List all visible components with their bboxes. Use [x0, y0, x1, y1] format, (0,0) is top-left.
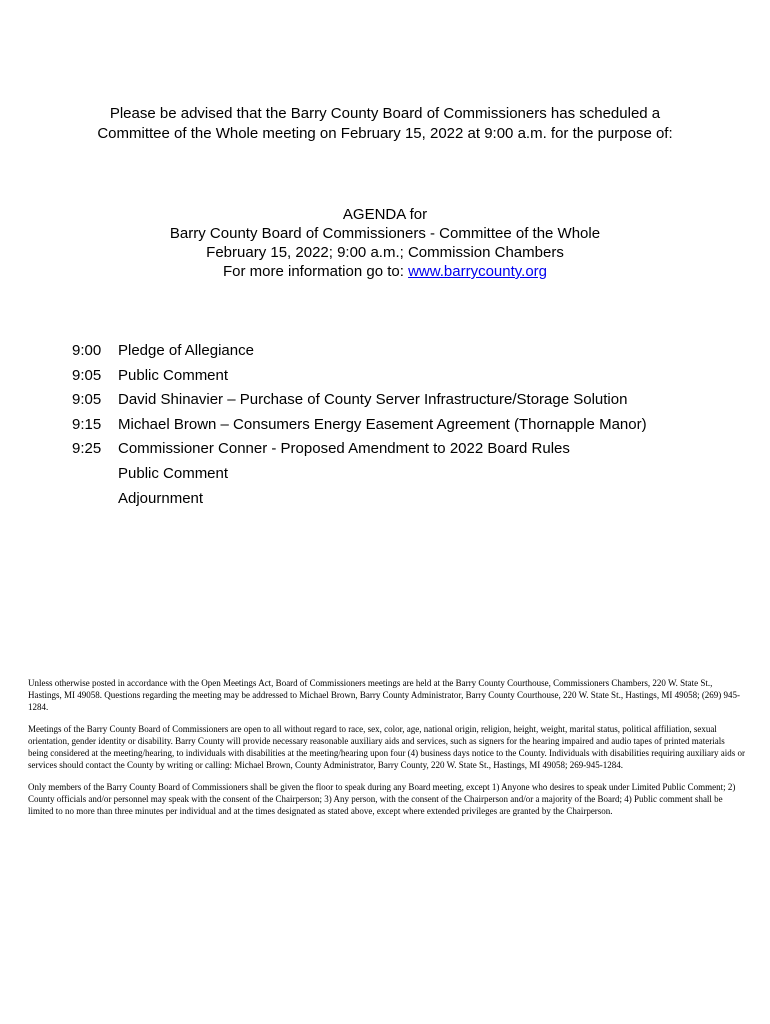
agenda-info-line	[60, 262, 710, 281]
agenda-item	[72, 388, 712, 413]
agenda-item-time: 9:00	[72, 342, 102, 359]
agenda-item-time: 9:05	[72, 391, 102, 409]
agenda-item	[72, 413, 712, 438]
meeting-location-paragraph: Unless otherwise posted in accordance with the Open Meetings Act, Board of Commissioners meetings are held at the Barry County Courthouse, Commissioners Chambers, 220 W. State St., Hastings, MI 49058. Questions regarding the meeting may be addressed to Michael Brown, Barry County Administrator, Barry County Courthouse, 220 W. State St., Hastings, MI 49058; (269) 945-1284.	[28, 678, 741, 712]
agenda-item-time: 9:05	[72, 366, 102, 384]
notice-line-2: Committee of the Whole meeting on February 15, 2022 at 9:00 a.m. for the purpose of:	[97, 125, 673, 142]
agenda-item-time: 9:15	[72, 415, 102, 433]
meeting-notice	[60, 104, 710, 144]
agenda-item-description: Public Comment	[118, 464, 229, 482]
fine-print	[28, 677, 746, 827]
agenda-item-description: David Shinavier – Purchase of County Server Infrastructure/Storage Solution	[118, 391, 628, 409]
agenda-item-description: Commissioner Conner - Proposed Amendment to 2022 Board Rules	[118, 440, 570, 458]
agenda-title: AGENDA for	[342, 206, 428, 223]
agenda-item-time	[72, 487, 118, 512]
agenda-item-description: Adjournment	[118, 489, 204, 507]
agenda-items-list	[72, 339, 712, 511]
accessibility-paragraph: Meetings of the Barry County Board of Commissioners are open to all without regard to race, sex, color, age, national origin, religion, height, weight, marital status, political affiliation, sexual orientation, gender identity or disability. Barry County will provide necessary reasonable auxiliary aids and services, such as signers for the hearing impaired and audio tapes of printed materials being considered at the meeting/hearing, to individuals with disabilities at the meeting/hearing upon four (4) business days notice to the County. Individuals with disabilities requiring auxiliary aids or services should contact the County by writing or calling: Michael Brown, County Administrator, Barry County, 220 W. State St., Hastings, MI 49058; 269-945-1284.	[28, 724, 746, 770]
agenda-board-line: Barry County Board of Commissioners - Committee of the Whole	[169, 225, 601, 242]
agenda-item-description: Pledge of Allegiance	[118, 342, 254, 359]
info-prefix: For more information go to:	[222, 263, 409, 280]
agenda-item-description: Public Comment	[118, 366, 229, 384]
agenda-item	[72, 487, 712, 512]
agenda-item-time	[72, 462, 118, 487]
agenda-item	[72, 364, 712, 389]
public-comment-rules-paragraph: Only members of the Barry County Board of Commissioners shall be given the floor to speak during any Board meeting, except 1) Anyone who desires to speak under Limited Public Comment; 2) County officials and/or personnel may speak with the consent of the Chairperson; 3) Any person, with the consent of the Chairperson and/or a majority of the Board; 4) Public comment shall be limited to no more than three minutes per individual and at the times designated as stated above, except where extended privileges are granted by the Chairperson.	[28, 782, 736, 816]
agenda-item	[72, 339, 712, 364]
agenda-item	[72, 462, 712, 487]
agenda-item	[72, 437, 712, 462]
county-website-link[interactable]: www.barrycounty.org	[408, 263, 548, 280]
notice-line-1: Please be advised that the Barry County Board of Commissioners has scheduled a	[109, 105, 661, 122]
agenda-header	[60, 205, 710, 281]
agenda-date-line: February 15, 2022; 9:00 a.m.; Commission Chambers	[206, 244, 564, 261]
agenda-item-time: 9:25	[72, 440, 102, 458]
agenda-item-description: Michael Brown – Consumers Energy Easement Agreement (Thornapple Manor)	[118, 415, 647, 433]
